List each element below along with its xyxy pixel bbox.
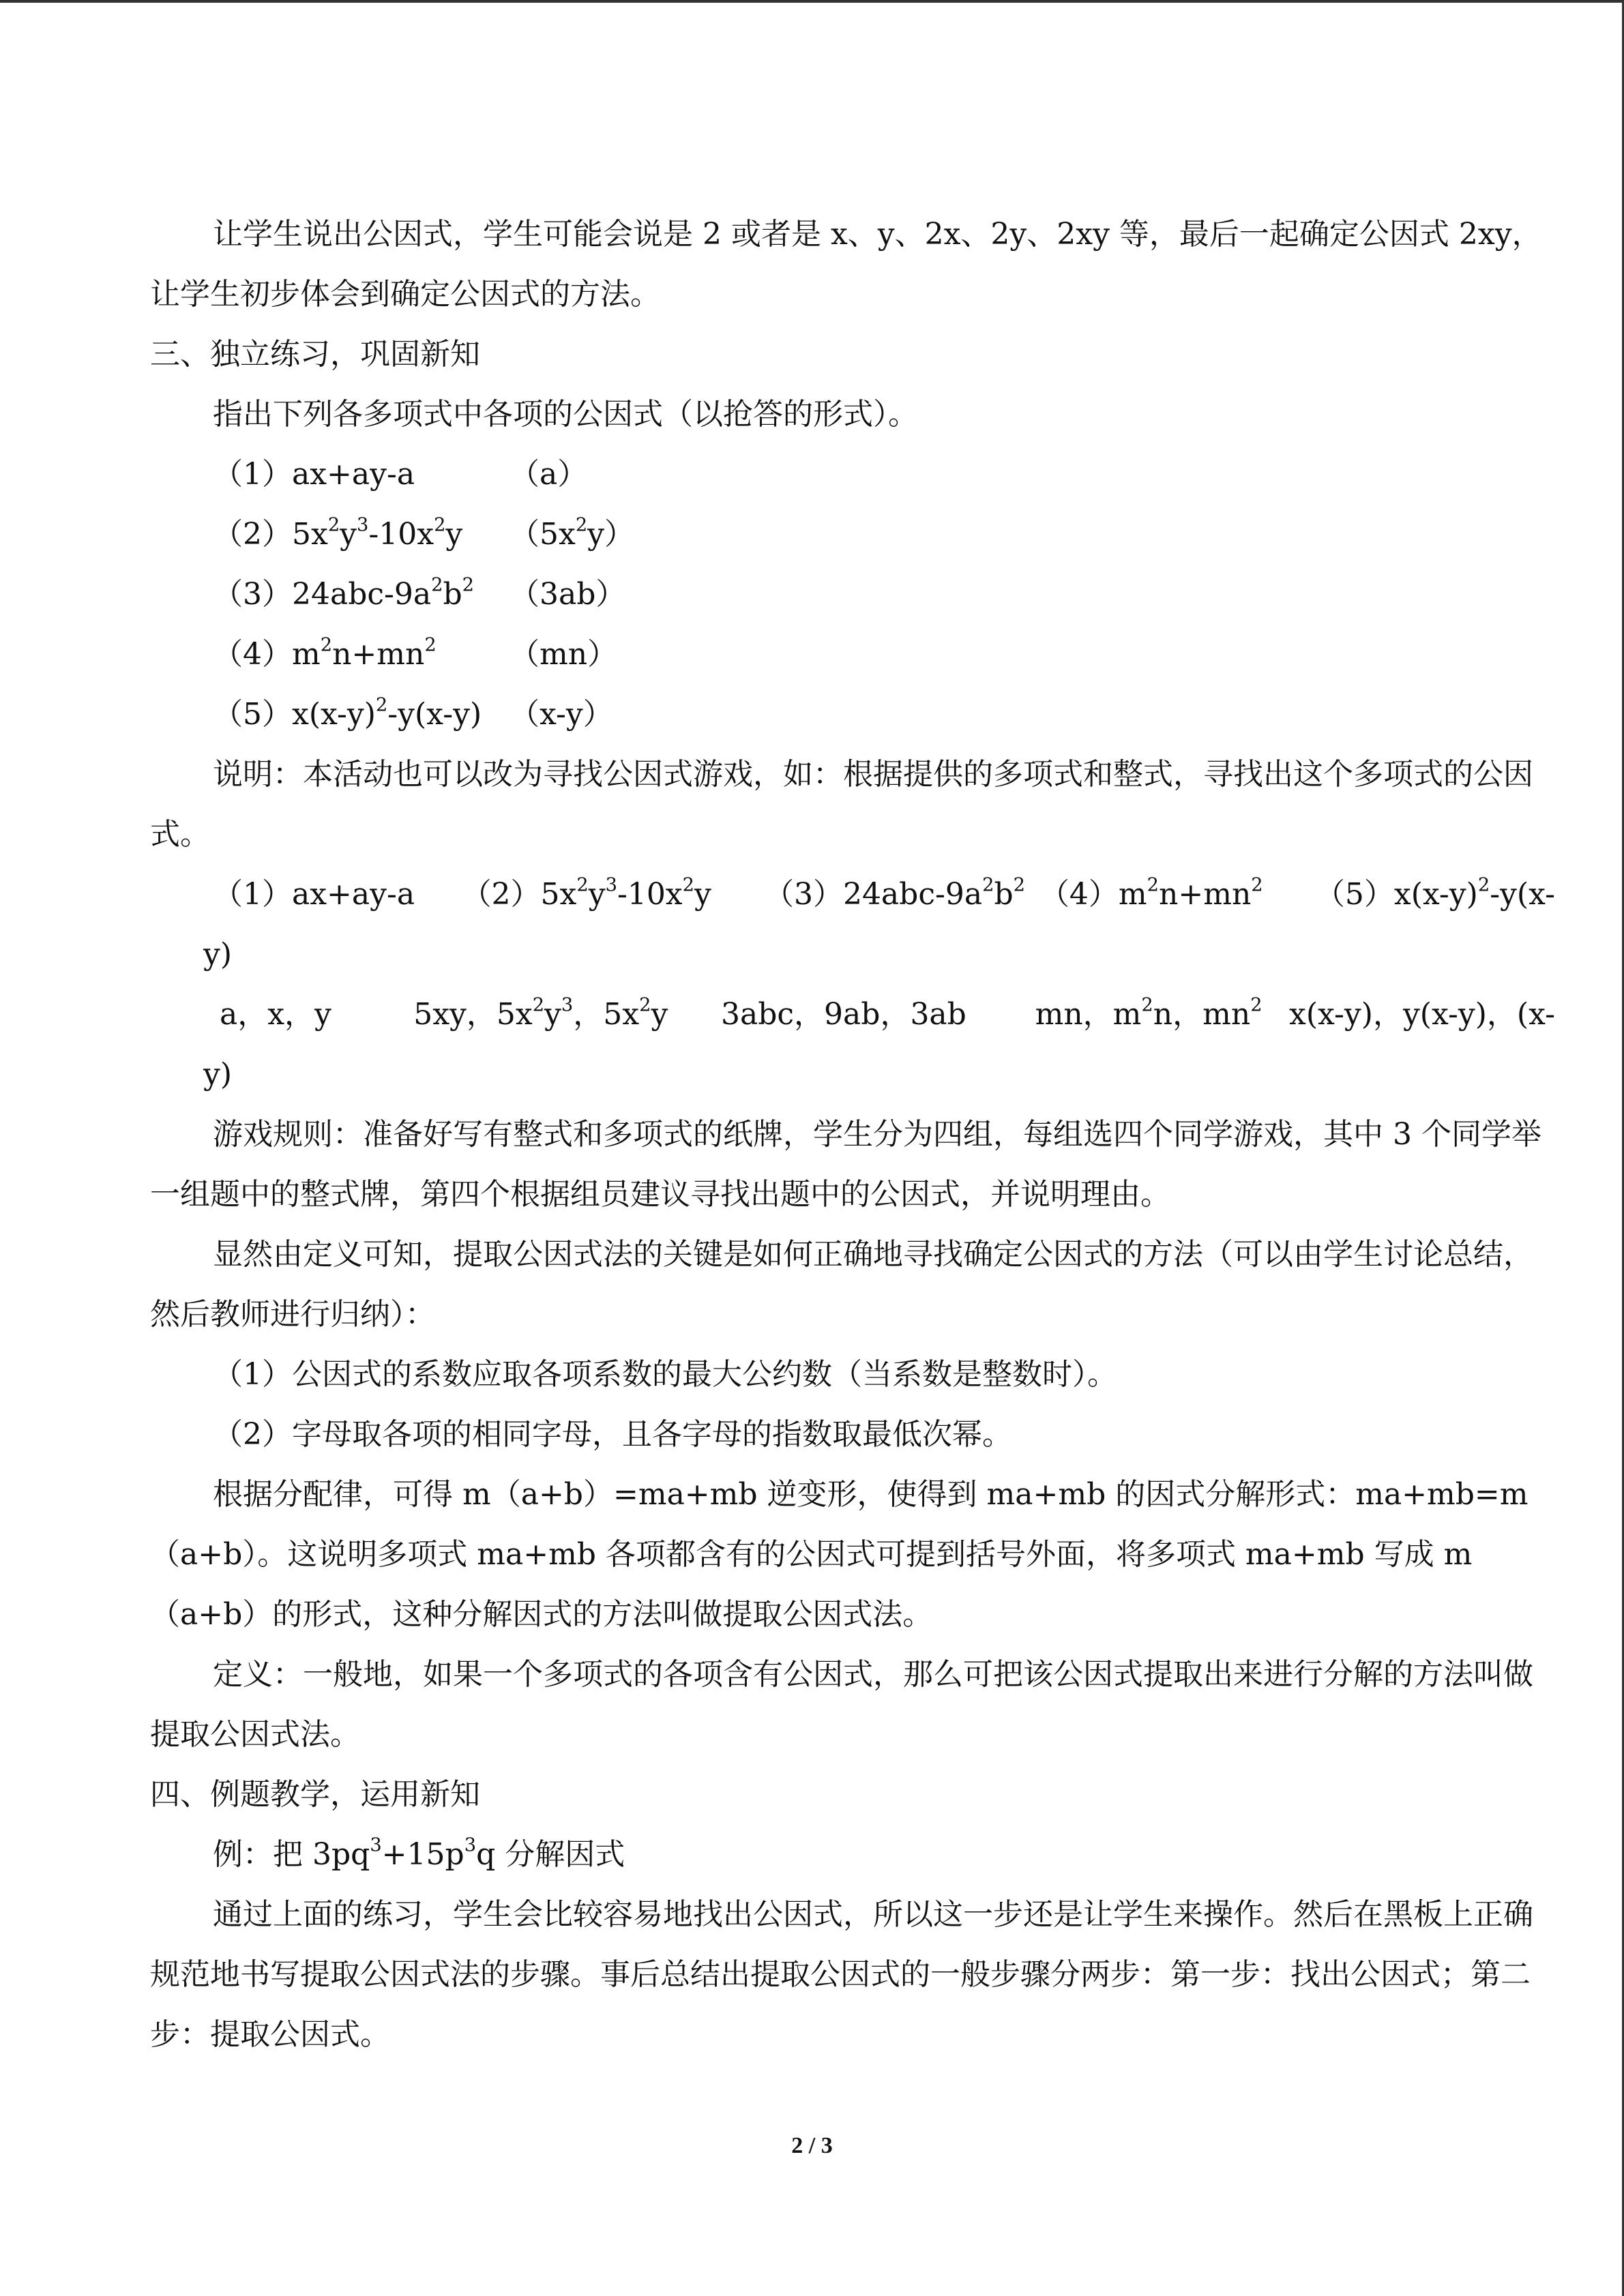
paragraph-steps-summary: 通过上面的练习，学生会比较容易地找出公因式，所以这一步还是让学生来操作。然后在黑板上正确规范地书写提取公因式法的步骤。事后总结出提取公因式的一般步骤分两步：第一步：找出公因式；第二步：提取公因式。 — [150, 1897, 1533, 2052]
game-factors-4: mn，$m^2n$，$mn^2$ — [1035, 994, 1263, 1032]
exercise-item-3: $(3)24abc-9a^2b^2$ （3ab） — [213, 574, 626, 612]
example-problem: 例：把 $3pq^3+15p^3q$ 分解因式 — [213, 1834, 625, 1872]
paragraph-game-rules: 游戏规则：准备好写有整式和多项式的纸牌，学生分为四组，每组选四个同学游戏，其中 3 个同学举一组题中的整式牌，第四个根据组员建议寻找出题中的公因式，并说明理由。 — [150, 1117, 1541, 1212]
game-factors-1: a，x，y — [220, 997, 331, 1032]
game-factors-5-tail: y) — [203, 1057, 233, 1092]
paragraph-game-note: 说明：本活动也可以改为寻找公因式游戏，如：根据提供的多项式和整式，寻找出这个多项式的公因式。 — [150, 757, 1533, 852]
page-border-top — [0, 0, 1624, 3]
game-factors-row — [150, 985, 1555, 1045]
section-heading-3: 三、独立练习，巩固新知 — [150, 337, 480, 372]
exercise-item-1: （1）ax+ay-a （a） — [213, 457, 588, 492]
paragraph-key-method: 显然由定义可知，提取公因式法的关键是如何正确地寻找确定公因式的方法（可以由学生讨论总结，然后教师进行归纳）： — [150, 1237, 1533, 1332]
game-poly-5: $(5)x(x-y)^2-y(x-$ — [1314, 874, 1555, 912]
game-factors-5: x(x-y)，y(x-y)，(x- — [1289, 997, 1555, 1032]
game-poly-2: $(2)5x^2y^3-10x^2y$ — [461, 874, 711, 912]
paragraph-distributive-law: 根据分配律，可得 m（a+b）=ma+mb 逆变形，使得到 ma+mb 的因式分解形式：ma+mb=m（a+b）。这说明多项式 ma+mb 各项都含有的公因式可提到括号外面，将多项式 ma+mb 写成 m（a+b）的形式，这种分解因式的方法叫做提取公因式法。 — [150, 1477, 1529, 1632]
document-body — [150, 205, 1555, 2065]
paragraph-exercise-intro: 指出下列各多项式中各项的公因式（以抢答的形式）。 — [213, 397, 918, 432]
game-factors-2: 5xy，$5x^2y^3$，$5x^2y$ — [413, 994, 668, 1032]
paragraph-definition: 定义：一般地，如果一个多项式的各项含有公因式，那么可把该公因式提取出来进行分解的方法叫做提取公因式法。 — [150, 1657, 1533, 1752]
rule-item-2: （2）字母取各项的相同字母，且各字母的指数取最低次幂。 — [213, 1417, 1012, 1452]
game-poly-5-tail: y) — [203, 937, 233, 972]
rule-item-1: （1）公因式的系数应取各项系数的最大公约数（当系数是整数时）。 — [213, 1357, 1117, 1392]
game-poly-1: （1）ax+ay-a — [213, 877, 415, 912]
game-poly-3: $(3)24abc-9a^2b^2$ — [763, 874, 1025, 912]
exercise-item-4: $(4)m^2n+mn^2$ （mn） — [213, 634, 618, 672]
exercise-item-5: $(5)x(x-y)^2-y(x-y)$ （x-y） — [213, 694, 613, 732]
section-heading-4: 四、例题教学，运用新知 — [150, 1777, 480, 1812]
paragraph-intro: 让学生说出公因式，学生可能会说是 2 或者是 x、y、2x、2y、2xy 等，最后一起确定公因式 2xy，让学生初步体会到确定公因式的方法。 — [150, 217, 1542, 312]
game-poly-4: $(4)m^2n+mn^2$ — [1039, 874, 1263, 912]
exercise-item-2: $(2)5x^2y^3-10x^2y$ $(5x^2y)$ — [213, 514, 635, 552]
game-factors-3: 3abc，9ab，3ab — [721, 997, 966, 1032]
page-number: 2 / 3 — [791, 2133, 833, 2158]
game-polynomials-row — [150, 865, 1555, 925]
